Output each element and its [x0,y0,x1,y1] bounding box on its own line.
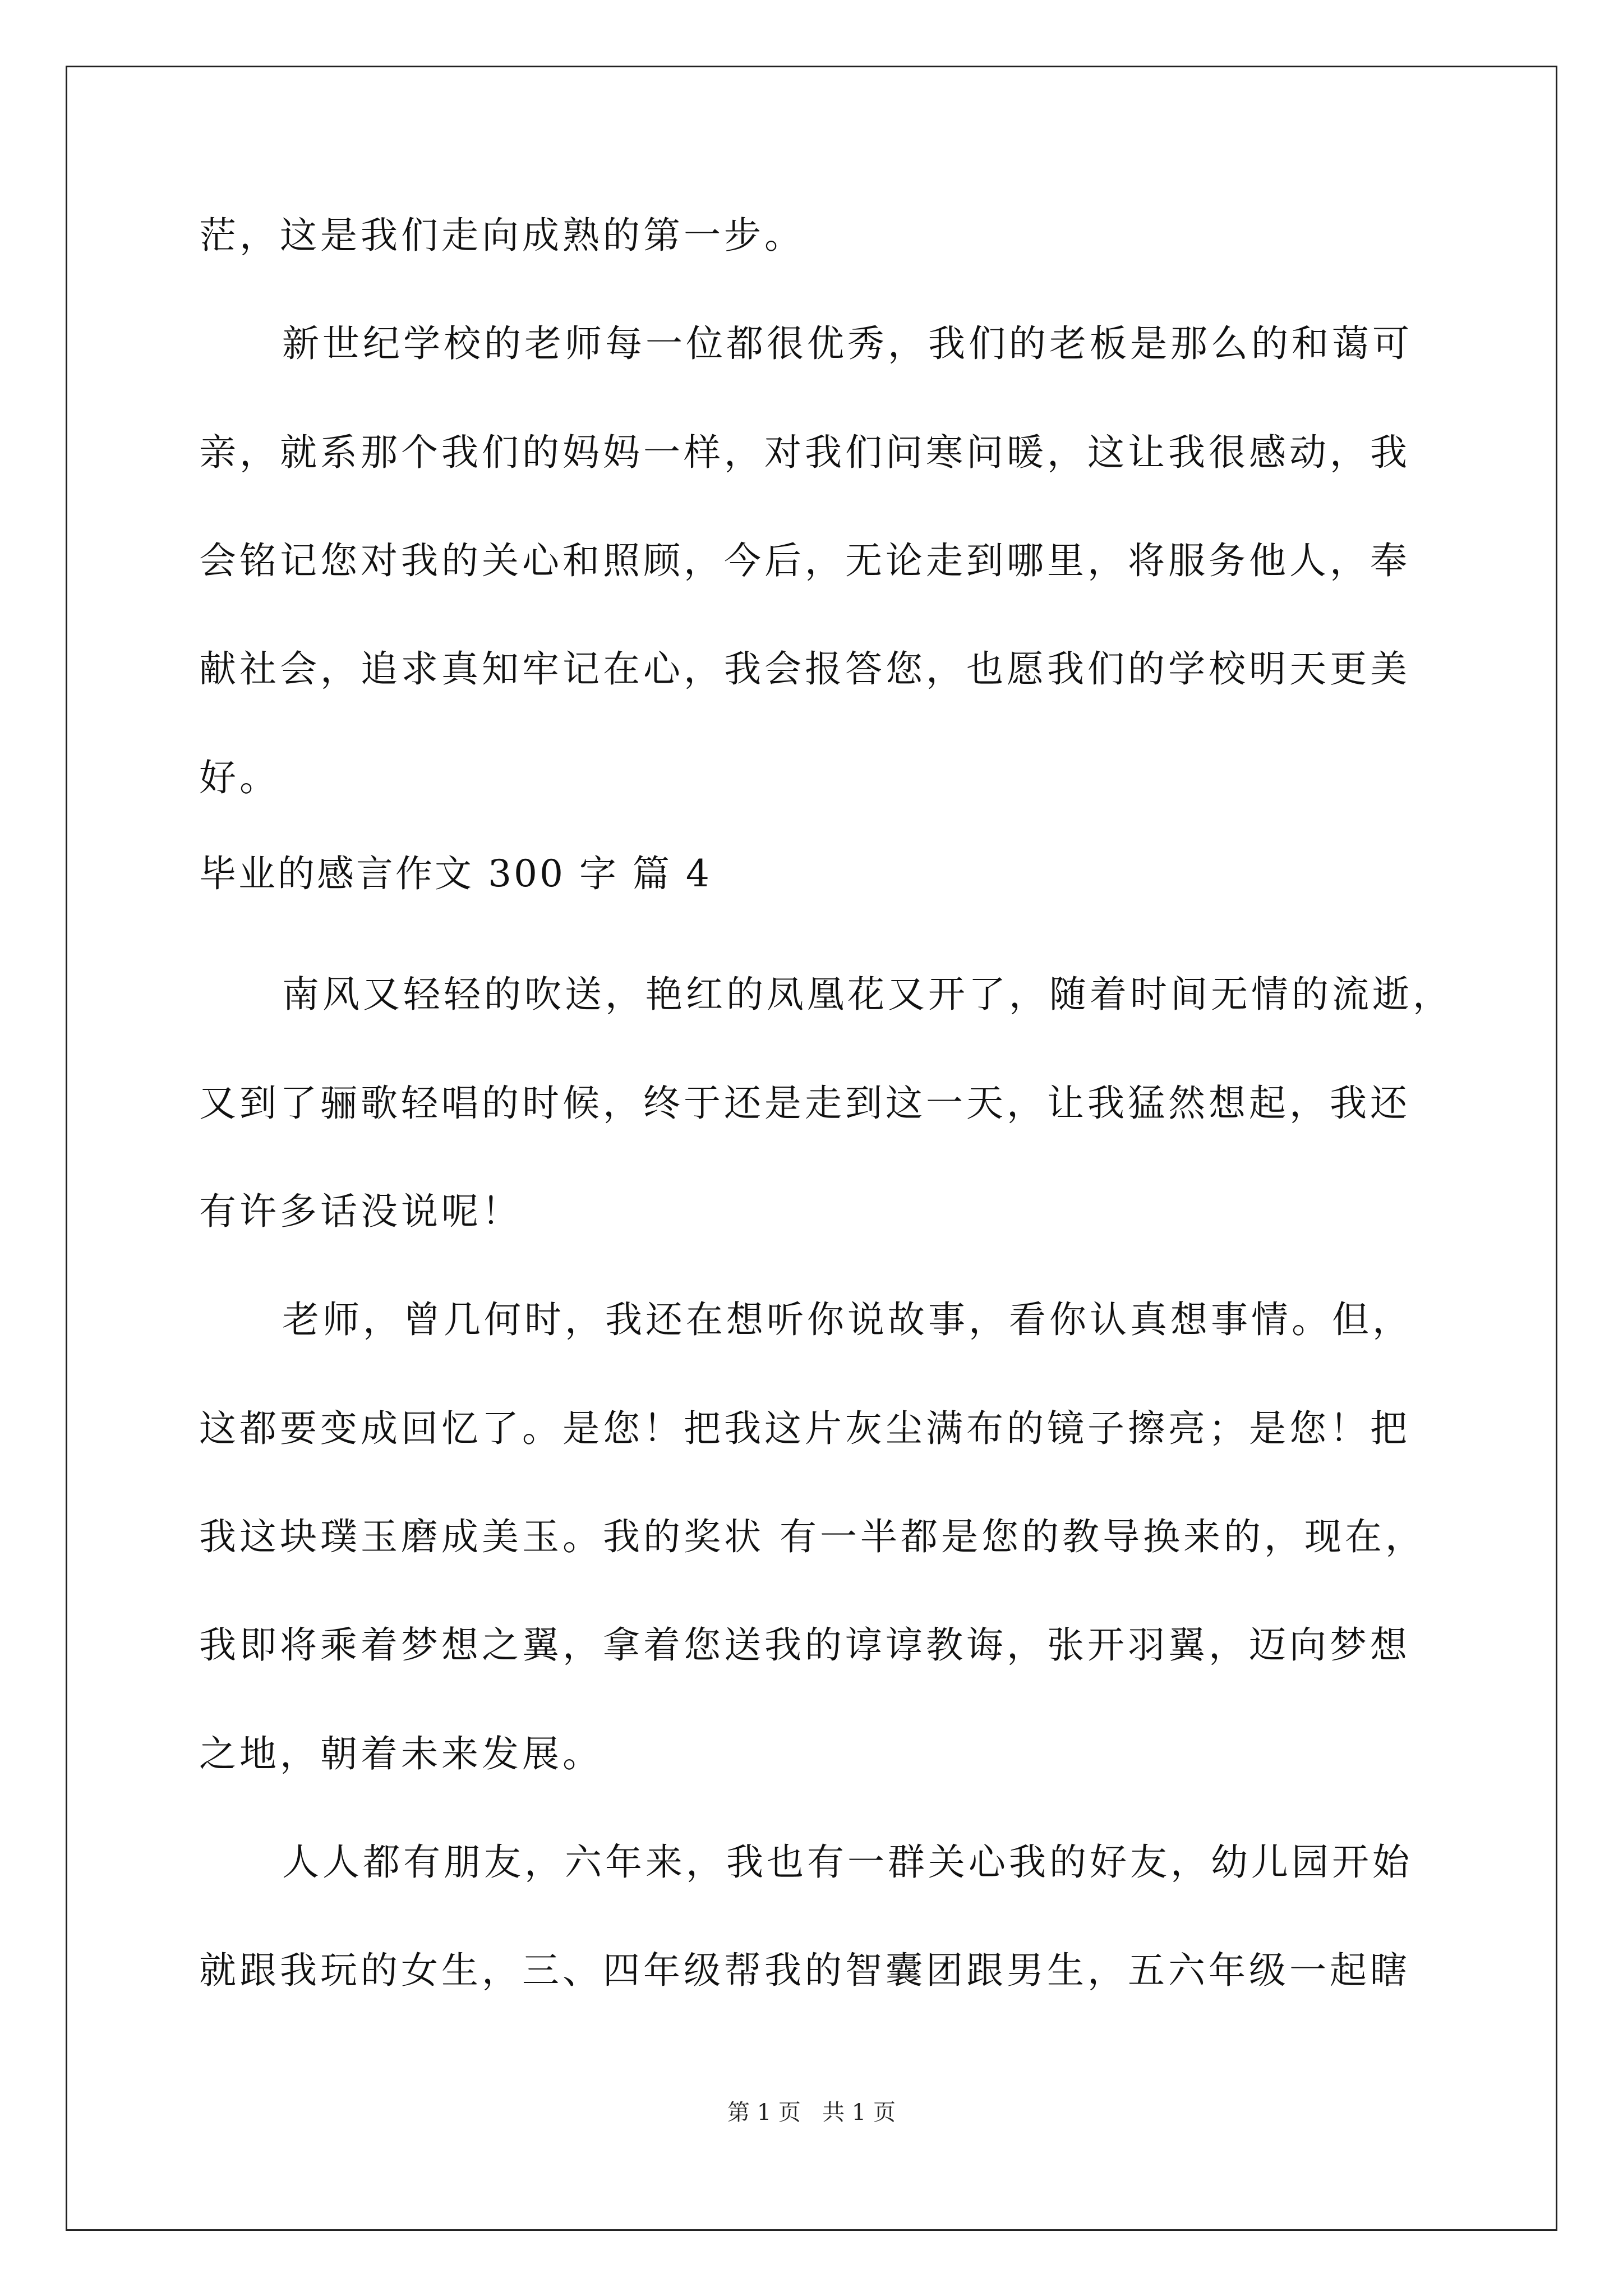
body-line: 这都要变成回忆了。是您！把我这片灰尘满布的镜子擦亮；是您！把 [199,1407,1410,1450]
body-line: 人人都有朋友，六年来，我也有一群关心我的好友，幼儿园开始 [282,1841,1413,1884]
body-line: 老师，曾几何时，我还在想听你说故事，看你认真想事情。但， [282,1298,1413,1341]
body-line: 之地，朝着未来发展。 [199,1732,603,1775]
page-number-footer: 第 1 页 共 1 页 [727,2100,896,2125]
body-line: 新世纪学校的老师每一位都很优秀，我们的老板是那么的和蔼可 [282,322,1413,365]
page-border [66,66,1557,2231]
body-line: 我这块璞玉磨成美玉。我的奖状 有一半都是您的教导换来的，现在， [199,1515,1426,1558]
body-line: 有许多话没说呢！ [199,1190,522,1233]
body-line: 又到了骊歌轻唱的时候，终于还是走到这一天，让我猛然想起，我还 [199,1082,1410,1125]
section-heading: 毕业的感言作文 300 字 篇 4 [199,852,712,895]
body-line: 亲，就系那个我们的妈妈一样，对我们问寒问暖，这让我很感动，我 [199,431,1410,474]
body-line: 南风又轻轻的吹送，艳红的凤凰花又开了，随着时间无情的流逝， [282,973,1453,1016]
body-line: 我即将乘着梦想之翼，拿着您送我的谆谆教诲，张开羽翼，迈向梦想 [199,1623,1410,1667]
body-line: 就跟我玩的女生，三、四年级帮我的智囊团跟男生，五六年级一起瞎 [199,1949,1410,1992]
body-line: 会铭记您对我的关心和照顾，今后，无论走到哪里，将服务他人，奉 [199,539,1410,582]
body-line: 献社会，追求真知牢记在心，我会报答您，也愿我们的学校明天更美 [199,647,1410,691]
body-line: 好。 [199,756,280,799]
body-line: 茫，这是我们走向成熟的第一步。 [199,214,805,257]
